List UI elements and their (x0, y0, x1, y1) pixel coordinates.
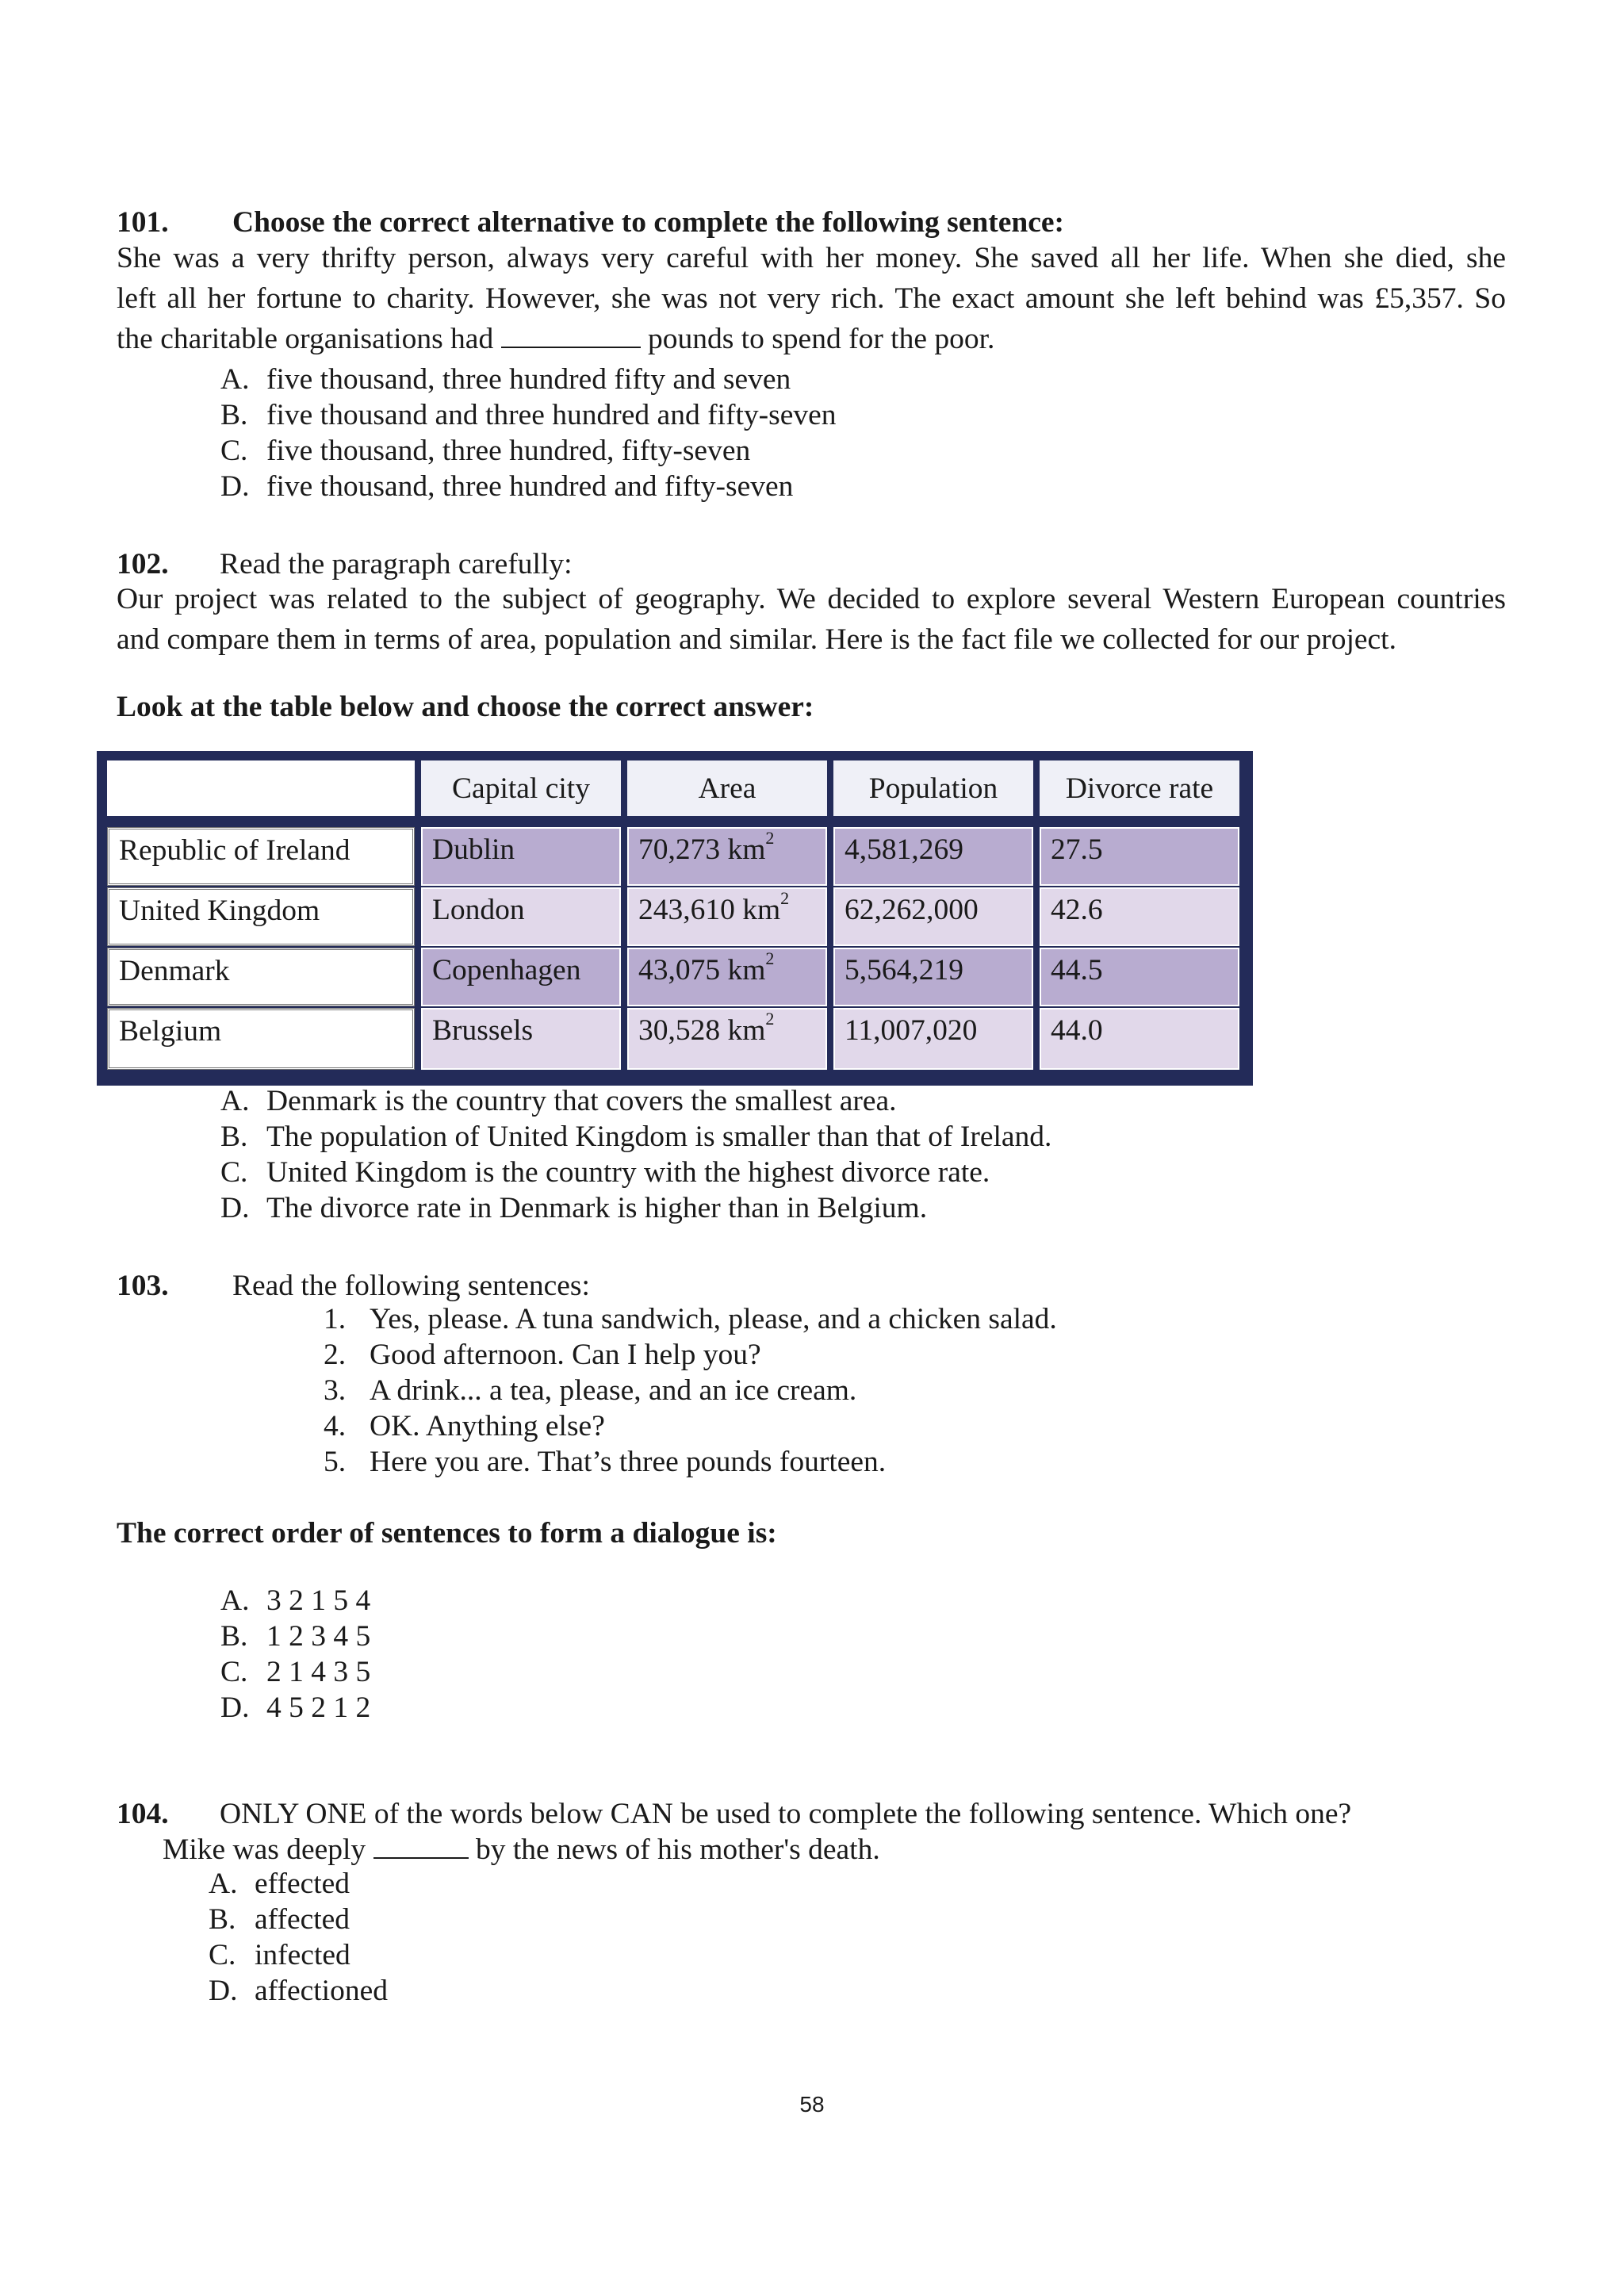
option-letter: A. (220, 1085, 250, 1117)
area-exponent: 2 (765, 1008, 775, 1029)
option-d[interactable] (220, 1190, 927, 1226)
option-text: 3 2 1 5 4 (266, 1584, 371, 1617)
option-text: five thousand, three hundred and fifty-seven (266, 470, 794, 503)
option-d[interactable] (209, 1973, 388, 2009)
table-cell-area (627, 1008, 827, 1070)
option-text: five thousand and three hundred and fifty-seven (266, 399, 837, 431)
table-cell-population: 5,564,219 (833, 948, 1033, 1006)
column-header-area: Area (627, 760, 827, 816)
option-letter: C. (220, 435, 248, 467)
column-header-population: Population (833, 760, 1033, 816)
question-number: 101. (117, 206, 169, 239)
column-header-divorce-rate: Divorce rate (1040, 760, 1239, 816)
option-c[interactable] (220, 1654, 370, 1690)
sentence-text: Good afternoon. Can I help you? (370, 1339, 761, 1371)
option-letter: C. (209, 1939, 236, 1971)
question-104-sentence (163, 1830, 880, 1868)
sentence-number: 4. (324, 1410, 347, 1442)
table-corner-cell (107, 760, 415, 816)
dialogue-sentence (324, 1337, 761, 1373)
option-letter: C. (220, 1656, 248, 1688)
table-cell-country: Belgium (107, 1008, 415, 1070)
area-exponent: 2 (765, 948, 775, 968)
option-b[interactable] (220, 1119, 1051, 1155)
option-text: 1 2 3 4 5 (266, 1620, 371, 1653)
option-text: affected (255, 1903, 350, 1936)
sentence-text: Here you are. That’s three pounds fourteen. (370, 1446, 887, 1478)
table-cell-capital: London (421, 887, 621, 946)
area-unit: km (727, 833, 766, 866)
option-letter: C. (220, 1156, 248, 1189)
option-b[interactable] (220, 397, 837, 433)
text-before-blank: the charitable organisations had (117, 323, 494, 355)
option-letter: D. (209, 1975, 238, 2007)
option-b[interactable] (220, 1619, 370, 1654)
table-instruction: Look at the table below and choose the correct answer: (117, 691, 814, 723)
area-value: 30,528 (638, 1014, 721, 1047)
option-letter: B. (220, 1620, 248, 1653)
table-cell-divorce-rate: 44.5 (1040, 948, 1239, 1006)
option-text: five thousand, three hundred fifty and seven (266, 363, 791, 396)
area-unit: km (727, 1014, 766, 1047)
question-101-text-line-3 (117, 319, 1506, 359)
option-letter: B. (209, 1903, 236, 1936)
option-text: infected (255, 1939, 350, 1971)
table-cell-divorce-rate: 42.6 (1040, 887, 1239, 946)
option-letter: D. (220, 470, 250, 503)
question-102-text-line-2: and compare them in terms of area, population and similar. Here is the fact file we collected for our project. (117, 623, 1396, 656)
sentence-number: 2. (324, 1339, 347, 1371)
sentence-text: A drink... a tea, please, and an ice cream. (370, 1374, 857, 1407)
option-b[interactable] (209, 1902, 350, 1937)
sentence-number: 1. (324, 1303, 347, 1335)
option-c[interactable] (220, 433, 750, 469)
question-number: 103. (117, 1270, 169, 1302)
option-letter: A. (220, 1584, 250, 1617)
option-a[interactable] (220, 1583, 370, 1619)
option-text: Denmark is the country that covers the smallest area. (266, 1085, 897, 1117)
option-letter: D. (220, 1691, 250, 1724)
option-letter: B. (220, 1121, 248, 1153)
dialogue-sentence (324, 1301, 1057, 1337)
option-text: The population of United Kingdom is smaller than that of Ireland. (266, 1121, 1052, 1153)
option-c[interactable] (209, 1937, 350, 1973)
area-exponent: 2 (780, 887, 790, 908)
dialogue-sentence (324, 1373, 856, 1408)
option-letter: A. (220, 363, 250, 396)
sentence-text: OK. Anything else? (370, 1410, 605, 1442)
question-104-heading (117, 1794, 1506, 1834)
table-cell-area (627, 827, 827, 886)
option-text: five thousand, three hundred, fifty-seven (266, 435, 751, 467)
area-unit: km (727, 954, 766, 987)
sentence-number: 5. (324, 1446, 347, 1478)
question-101-text-line-2: left all her fortune to charity. However, she was not very rich. The exact amount she left behind was £5,357. So (117, 282, 1506, 315)
fact-table (97, 751, 1253, 1086)
table-cell-divorce-rate: 27.5 (1040, 827, 1239, 886)
question-instruction: Read the paragraph carefully: (220, 548, 573, 580)
table-cell-area (627, 887, 827, 946)
option-text: 2 1 4 3 5 (266, 1656, 371, 1688)
table-cell-capital: Dublin (421, 827, 621, 886)
question-101-text-line-1: She was a very thrifty person, always very careful with her money. She saved all her life. When she died, she (117, 242, 1506, 274)
option-a[interactable] (220, 1083, 897, 1119)
area-value: 70,273 (638, 833, 721, 866)
option-text: United Kingdom is the country with the highest divorce rate. (266, 1156, 990, 1189)
question-102-text-line-1: Our project was related to the subject of geography. We decided to explore several Western European countries (117, 583, 1506, 615)
dialogue-sentence (324, 1408, 605, 1444)
option-text: The divorce rate in Denmark is higher than in Belgium. (266, 1192, 928, 1224)
sentence-number: 3. (324, 1374, 347, 1407)
table-cell-capital: Copenhagen (421, 948, 621, 1006)
option-d[interactable] (220, 1690, 370, 1726)
question-instruction: Read the following sentences: (232, 1270, 590, 1302)
sentence-text: Yes, please. A tuna sandwich, please, and a chicken salad. (370, 1303, 1057, 1335)
question-number: 102. (117, 548, 169, 580)
text-before-blank: Mike was deeply (163, 1833, 366, 1866)
area-exponent: 2 (765, 827, 775, 848)
table-cell-population: 62,262,000 (833, 887, 1033, 946)
area-value: 243,610 (638, 894, 735, 926)
page-number: 58 (799, 2092, 825, 2117)
option-a[interactable] (209, 1866, 350, 1902)
table-cell-capital: Brussels (421, 1008, 621, 1070)
option-text: 4 5 2 1 2 (266, 1691, 371, 1724)
question-instruction: Choose the correct alternative to complete the following sentence: (232, 206, 1064, 239)
text-after-blank: pounds to spend for the poor. (647, 323, 995, 355)
option-d[interactable] (220, 469, 793, 504)
area-value: 43,075 (638, 954, 721, 987)
option-letter: A. (209, 1868, 238, 1900)
answer-blank (373, 1830, 469, 1859)
question-103-heading (117, 1266, 1506, 1306)
option-a[interactable] (220, 362, 791, 397)
table-cell-country: Republic of Ireland (107, 827, 415, 886)
area-unit: km (742, 894, 781, 926)
question-101-heading (117, 202, 1506, 243)
table-cell-country: United Kingdom (107, 887, 415, 946)
dialogue-instruction: The correct order of sentences to form a dialogue is: (117, 1517, 777, 1550)
table-cell-country: Denmark (107, 948, 415, 1006)
dialogue-sentence (324, 1444, 886, 1480)
answer-blank (501, 320, 641, 348)
option-c[interactable] (220, 1155, 990, 1190)
table-cell-divorce-rate: 44.0 (1040, 1008, 1239, 1070)
option-letter: D. (220, 1192, 250, 1224)
column-header-capital: Capital city (421, 760, 621, 816)
table-cell-population: 11,007,020 (833, 1008, 1033, 1070)
table-cell-population: 4,581,269 (833, 827, 1033, 886)
question-instruction: ONLY ONE of the words below CAN be used to complete the following sentence. Which one? (220, 1798, 1352, 1830)
option-text: affectioned (255, 1975, 388, 2007)
table-cell-area (627, 948, 827, 1006)
text-after-blank: by the news of his mother's death. (475, 1833, 880, 1866)
question-number: 104. (117, 1798, 169, 1830)
option-letter: B. (220, 399, 248, 431)
option-text: effected (255, 1868, 350, 1900)
